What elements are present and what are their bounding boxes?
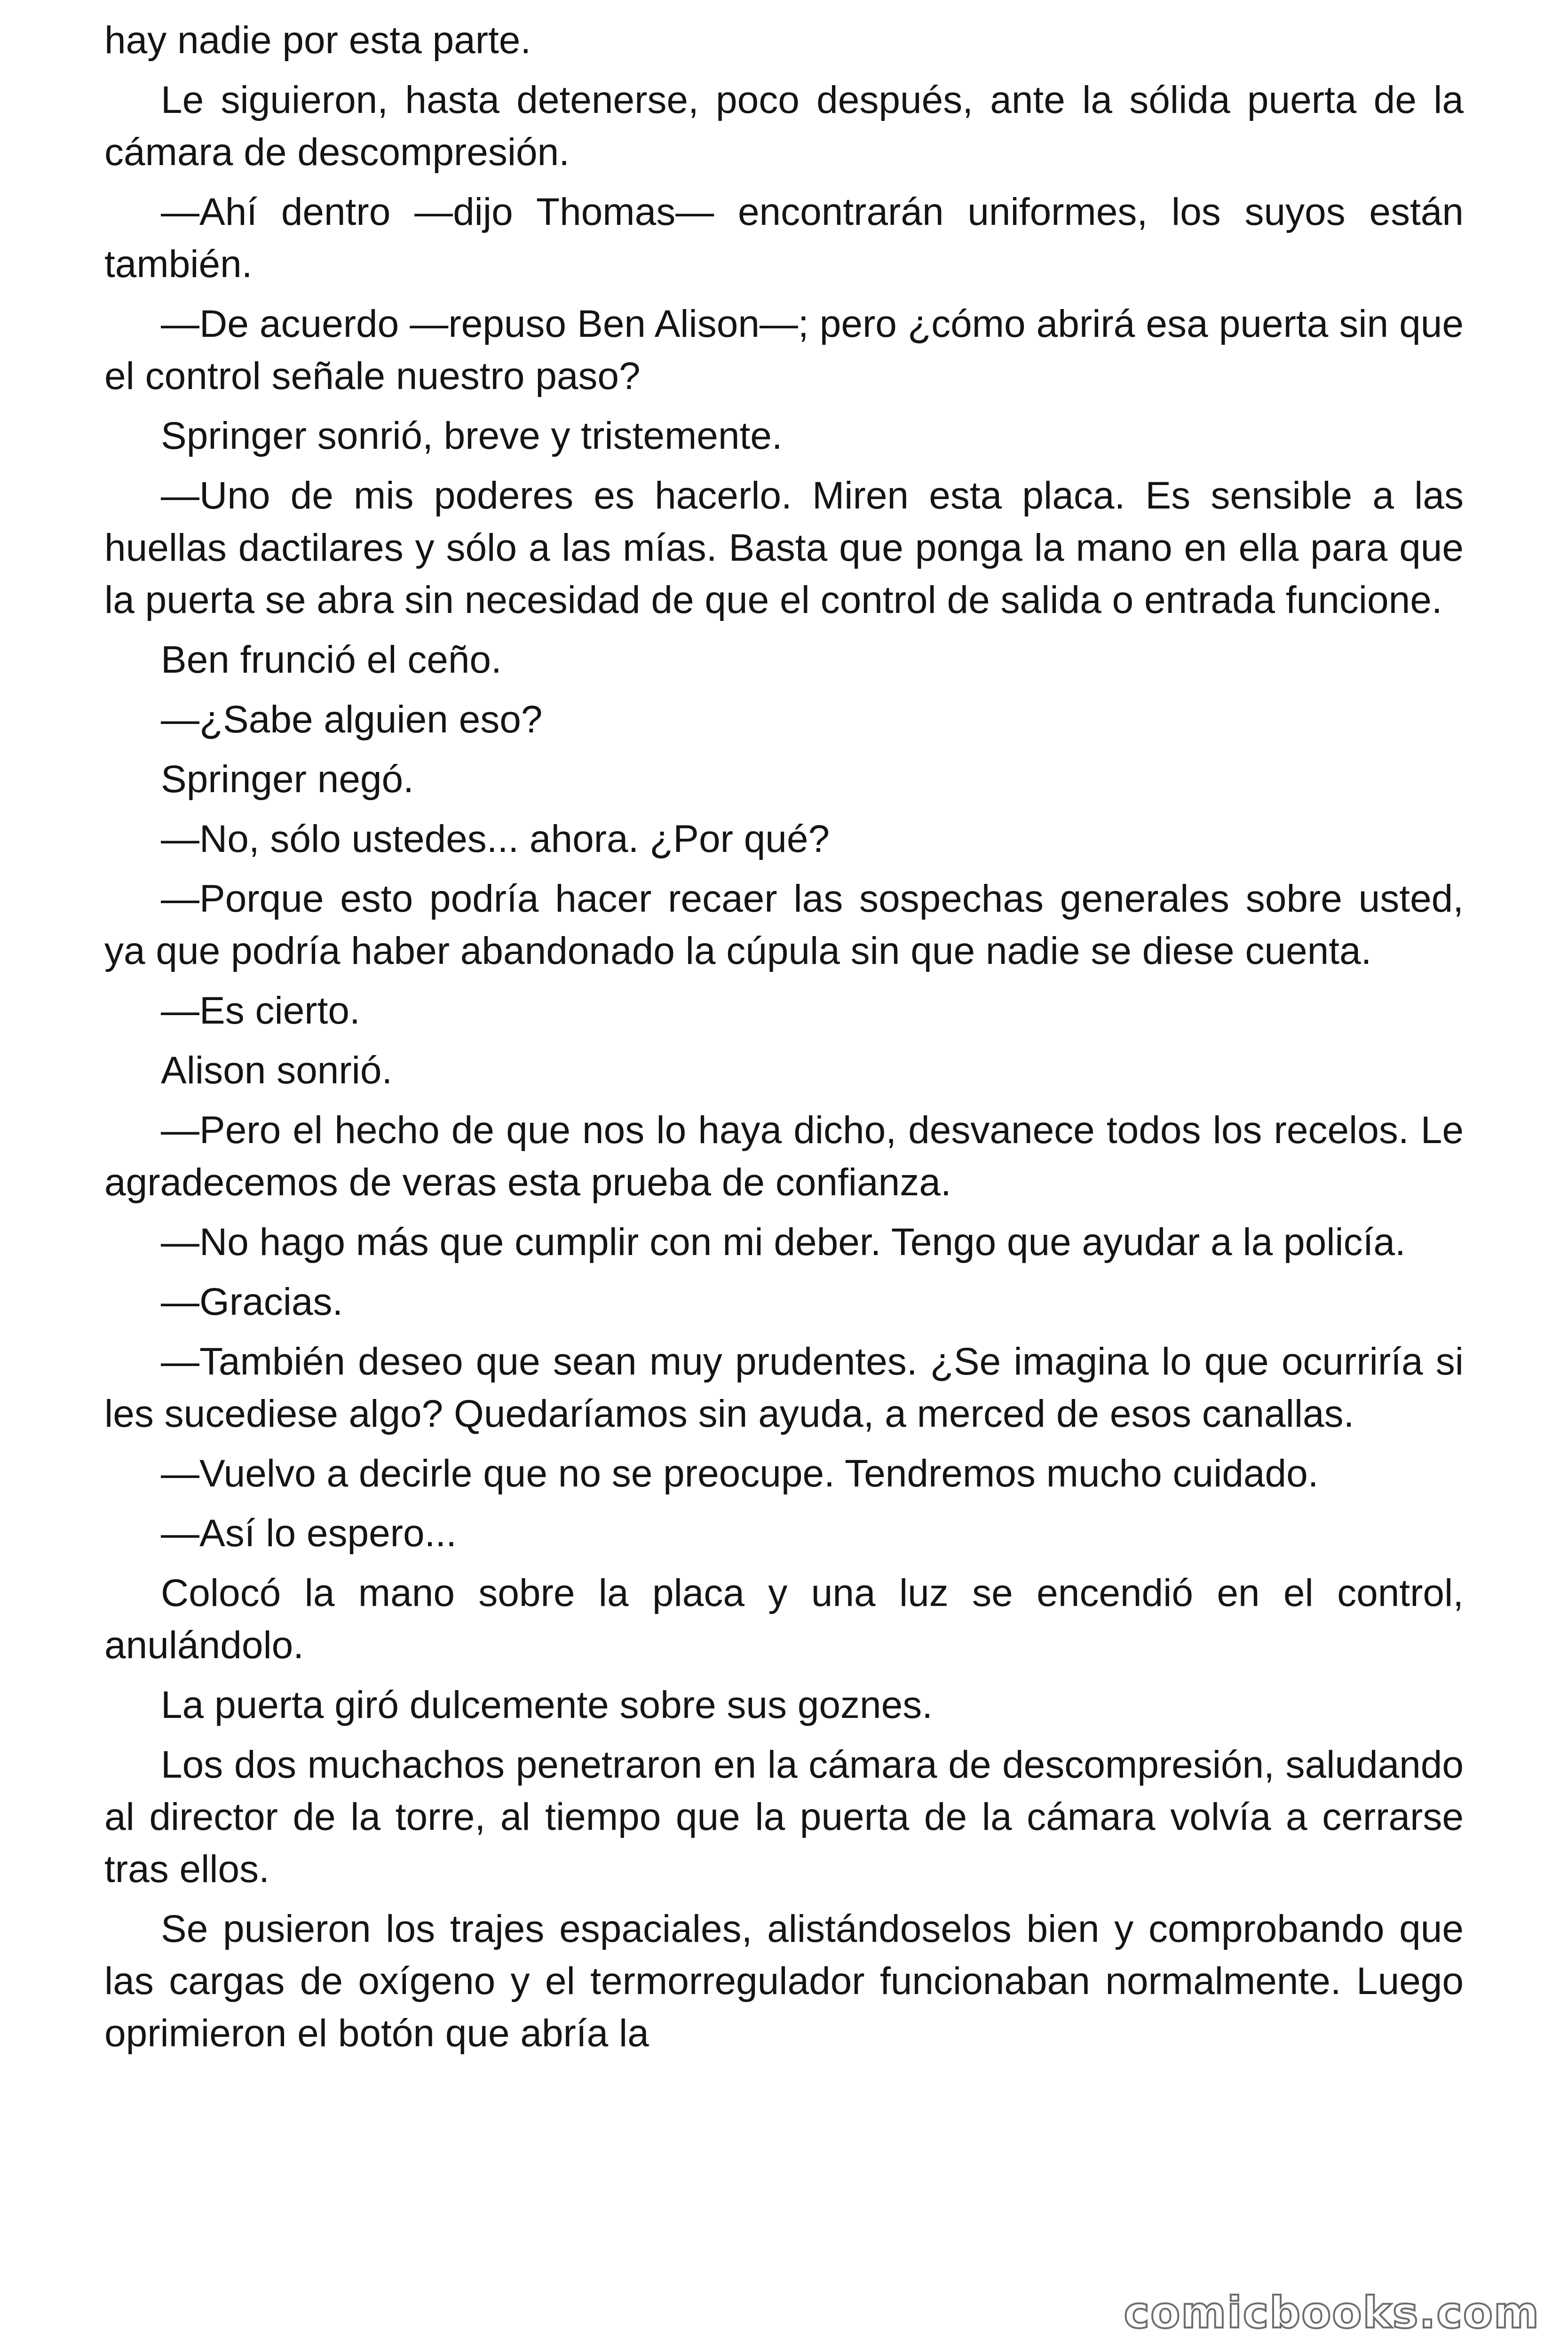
paragraph: Los dos muchachos penetraron en la cámara de descompresión, saludando al director de la torre, al tiempo que la puerta de la cámara volvía a cerrarse tras ellos.: [104, 1743, 1464, 1891]
paragraph: —Así lo espero...: [161, 1512, 457, 1555]
paragraph: —Pero el hecho de que nos lo haya dicho, desvanece todos los recelos. Le agradecemos de veras esta prueba de confianza.: [104, 1109, 1464, 1204]
paragraph: —Es cierto.: [161, 989, 360, 1032]
paragraph: Alison sonrió.: [161, 1049, 393, 1092]
paragraph: Springer sonrió, breve y tristemente.: [161, 414, 783, 457]
paragraph: Springer negó.: [161, 758, 414, 801]
book-page: [104, 14, 1464, 2067]
paragraph: hay nadie por esta parte.: [104, 19, 531, 62]
paragraph: —De acuerdo —repuso Ben Alison—; pero ¿cómo abrirá esa puerta sin que el control señale nuestro paso?: [104, 302, 1464, 397]
paragraph: Le siguieron, hasta detenerse, poco después, ante la sólida puerta de la cámara de descompresión.: [104, 79, 1464, 174]
paragraph: —Gracias.: [161, 1280, 343, 1323]
paragraph: —Vuelvo a decirle que no se preocupe. Tendremos mucho cuidado.: [161, 1452, 1319, 1495]
paragraph: Ben frunció el ceño.: [161, 638, 502, 681]
paragraph: —Ahí dentro —dijo Thomas— encontrarán uniformes, los suyos están también.: [104, 191, 1464, 286]
paragraph: La puerta giró dulcemente sobre sus goznes.: [161, 1684, 933, 1726]
paragraph: Colocó la mano sobre la placa y una luz se encendió en el control, anulándolo.: [104, 1572, 1464, 1667]
paragraph: —¿Sabe alguien eso?: [161, 698, 543, 741]
paragraph: Se pusieron los trajes espaciales, alistándoselos bien y comprobando que las cargas de oxígeno y el termorregulador funcionaban normalmente. Luego oprimieron el botón que abría la: [104, 1907, 1464, 2055]
paragraph: —También deseo que sean muy prudentes. ¿Se imagina lo que ocurriría si les sucediese algo? Quedaríamos sin ayuda, a merced de esos canallas.: [104, 1340, 1464, 1435]
paragraph: —Uno de mis poderes es hacerlo. Miren esta placa. Es sensible a las huellas dactilares y sólo a las mías. Basta que ponga la mano en ella para que la puerta se abra sin necesidad de que el control de salida o entrada funcione.: [104, 474, 1464, 621]
paragraph: —No, sólo ustedes... ahora. ¿Por qué?: [161, 818, 830, 860]
watermark-logo: comicbooks.com: [1124, 2288, 1540, 2338]
paragraph: —No hago más que cumplir con mi deber. Tengo que ayudar a la policía.: [161, 1221, 1406, 1263]
paragraph: —Porque esto podría hacer recaer las sospechas generales sobre usted, ya que podría haber abandonado la cúpula sin que nadie se diese cuenta.: [104, 877, 1464, 972]
